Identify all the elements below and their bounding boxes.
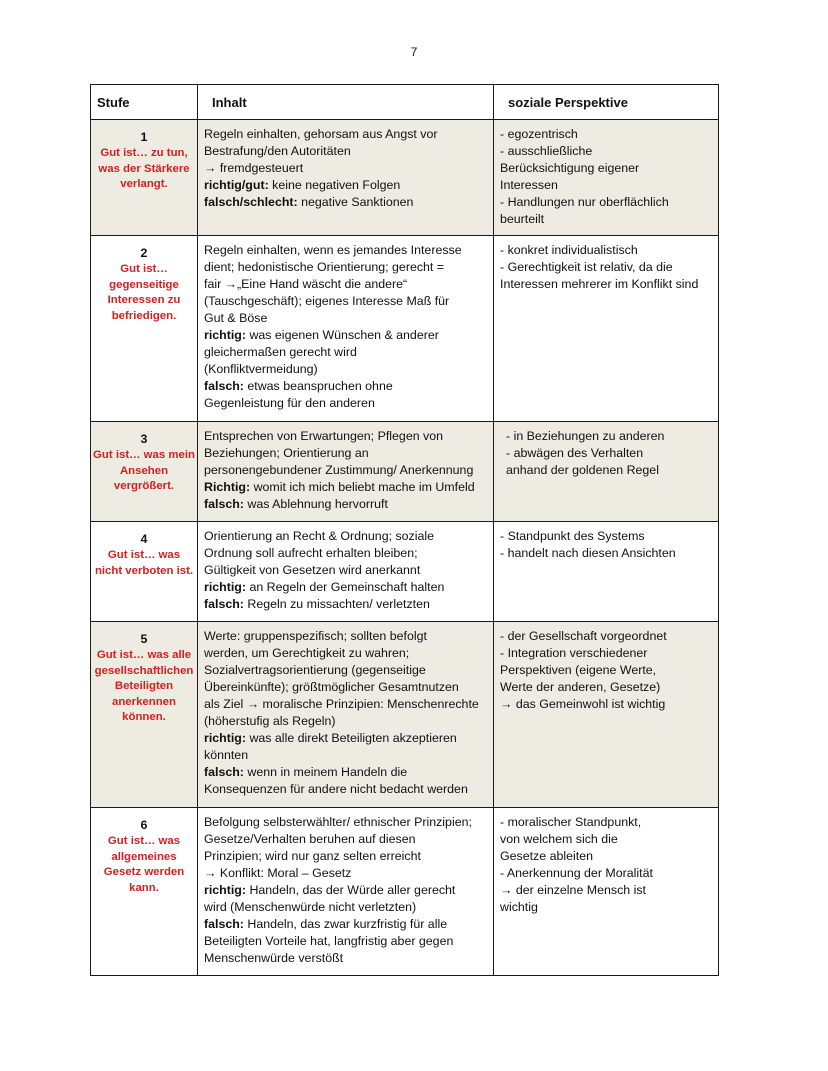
perspective-line: - Anerkennung der Moralität (500, 866, 653, 880)
content-line-text: Bestrafung/den Autoritäten (204, 144, 351, 158)
stage-label: Gut ist… was mein Ansehen vergrößert. (93, 449, 195, 492)
perspective-line: - konkret individualistisch (500, 243, 638, 257)
content-line-keyword: richtig: (204, 883, 246, 897)
perspective-line: Interessen mehrerer im Konflikt sind (500, 277, 699, 291)
content-line (204, 545, 489, 562)
content-cell (198, 236, 494, 422)
content-line-text: was alle direkt Beteiligten akzeptieren (246, 731, 457, 745)
content-line (204, 445, 489, 462)
content-line (204, 344, 489, 361)
content-line (204, 764, 489, 781)
content-line (204, 562, 489, 579)
content-line (204, 596, 489, 613)
content-line-text: → Konflikt: Moral – Gesetz (204, 866, 352, 880)
header-perspective: soziale Perspektive (494, 85, 719, 120)
perspective-cell (494, 522, 719, 622)
perspective-cell (494, 422, 719, 522)
content-line-text: (Konfliktvermeidung) (204, 362, 318, 376)
content-line (204, 378, 489, 395)
perspective-line: Interessen (500, 178, 558, 192)
perspective-line: → das Gemeinwohl ist wichtig (500, 697, 666, 711)
stage-label: Gut ist… was allgemeines Gesetz werden kann. (103, 835, 185, 894)
content-line (204, 831, 489, 848)
content-line (204, 882, 489, 899)
content-line (204, 696, 489, 713)
perspective-cell (494, 120, 719, 236)
perspective-line: - Gerechtigkeit ist relativ, da die (500, 260, 673, 274)
content-line (204, 194, 489, 211)
content-line-text: Befolgung selbsterwählter/ ethnischer Prinzipien; (204, 815, 472, 829)
table-row (91, 120, 719, 236)
content-line-text: → fremdgesteuert (204, 161, 304, 175)
content-line (204, 126, 489, 143)
stage-number: 6 (140, 818, 148, 832)
stage-cell (91, 236, 198, 422)
content-cell (198, 522, 494, 622)
content-line-keyword: Richtig: (204, 480, 251, 494)
content-line-text: Übereinkünfte); größtmöglicher Gesamtnutzen (204, 680, 459, 694)
content-line-text: (höherstufig als Regeln) (204, 714, 336, 728)
perspective-line: Berücksichtigung eigener (500, 161, 640, 175)
content-line-text: Prinzipien; wird nur ganz selten erreicht (204, 849, 421, 863)
content-line-text: Ordnung soll aufrecht erhalten bleiben; (204, 546, 418, 560)
content-line (204, 747, 489, 764)
perspective-line: anhand der goldenen Regel (506, 463, 659, 477)
content-cell (198, 120, 494, 236)
perspective-line: - handelt nach diesen Ansichten (500, 546, 676, 560)
perspective-line: beurteilt (500, 212, 545, 226)
content-line-text: womit ich mich beliebt mache im Umfeld (250, 480, 475, 494)
content-line (204, 679, 489, 696)
stage-cell (91, 622, 198, 808)
content-line-text: etwas beanspruchen ohne (243, 379, 393, 393)
content-line (204, 814, 489, 831)
content-line (204, 462, 489, 479)
perspective-line: - moralischer Standpunkt, (500, 815, 642, 829)
kohlberg-stages-table (90, 84, 719, 976)
content-line-text: was Ablehnung hervorruft (243, 497, 388, 511)
content-line (204, 848, 489, 865)
perspective-line: Perspektiven (eigene Werte, (500, 663, 657, 677)
header-stage: Stufe (91, 85, 198, 120)
perspective-cell (494, 808, 719, 976)
perspective-line: - Standpunkt des Systems (500, 529, 645, 543)
content-line (204, 242, 489, 259)
content-line-keyword: falsch: (204, 497, 244, 511)
content-line-text: Regeln einhalten, wenn es jemandes Interesse (204, 243, 462, 257)
content-line-keyword: richtig: (204, 731, 246, 745)
content-line-text: keine negativen Folgen (268, 178, 401, 192)
perspective-line: von welchem sich die (500, 832, 618, 846)
content-line-keyword: falsch: (204, 917, 244, 931)
content-cell (198, 622, 494, 808)
stage-number: 1 (140, 130, 148, 144)
content-line-keyword: falsch: (204, 379, 244, 393)
perspective-line: - der Gesellschaft vorgeordnet (500, 629, 667, 643)
header-content: Inhalt (198, 85, 494, 120)
content-line-text: personengebundener Zustimmung/ Anerkennung (204, 463, 474, 477)
perspective-line: Werte der anderen, Gesetze) (500, 680, 661, 694)
content-line-text: (Tauschgeschäft); eigenes Interesse Maß für (204, 294, 450, 308)
content-line-text: wird (Menschenwürde nicht verletzten) (204, 900, 417, 914)
stage-label: Gut ist… gegenseitige Interessen zu befriedigen. (107, 263, 181, 322)
content-line (204, 916, 489, 933)
content-line (204, 259, 489, 276)
table-row (91, 808, 719, 976)
stage-number: 2 (140, 246, 148, 260)
content-line (204, 310, 489, 327)
content-line (204, 528, 489, 545)
content-line-text: Gültigkeit von Gesetzen wird anerkannt (204, 563, 421, 577)
perspective-cell (494, 236, 719, 422)
content-line (204, 496, 489, 513)
content-line (204, 160, 489, 177)
content-line-text: gleichermaßen gerecht wird (204, 345, 357, 359)
content-line-text: Regeln zu missachten/ verletzten (243, 597, 430, 611)
perspective-line: - egozentrisch (500, 127, 578, 141)
stage-cell (91, 808, 198, 976)
content-line-text: Konsequenzen für andere nicht bedacht werden (204, 782, 468, 796)
content-line (204, 177, 489, 194)
content-line-keyword: richtig: (204, 580, 246, 594)
stage-label: Gut ist… was nicht verboten ist. (94, 549, 194, 577)
content-line (204, 276, 489, 293)
content-line-text: Beteiligten Vorteile hat, langfristig aber gegen (204, 934, 454, 948)
table-row (91, 622, 719, 808)
content-line-keyword: richtig/gut: (204, 178, 269, 192)
table-row (91, 422, 719, 522)
table-row (91, 522, 719, 622)
content-line (204, 713, 489, 730)
stage-number: 5 (140, 632, 148, 646)
content-line-keyword: falsch/schlecht: (204, 195, 298, 209)
content-line-text: werden, um Gerechtigkeit zu wahren; (204, 646, 410, 660)
stage-cell (91, 522, 198, 622)
content-line-text: Sozialvertragsorientierung (gegenseitige (204, 663, 426, 677)
content-line-text: was eigenen Wünschen & anderer (246, 328, 439, 342)
content-line (204, 950, 489, 967)
content-line (204, 395, 489, 412)
content-line-keyword: falsch: (204, 597, 244, 611)
perspective-line: - abwägen des Verhalten (506, 446, 644, 460)
content-line-text: fair →„Eine Hand wäscht die andere“ (204, 277, 408, 291)
content-line (204, 781, 489, 798)
content-line (204, 361, 489, 378)
content-line (204, 645, 489, 662)
perspective-cell (494, 622, 719, 808)
content-line (204, 628, 489, 645)
content-line-text: Regeln einhalten, gehorsam aus Angst vor (204, 127, 438, 141)
table-header-row (91, 85, 719, 120)
content-line (204, 579, 489, 596)
content-line-text: Handeln, das zwar kurzfristig für alle (243, 917, 448, 931)
page-number: 7 (410, 45, 418, 59)
stage-number: 3 (140, 432, 148, 446)
content-cell (198, 422, 494, 522)
content-line (204, 730, 489, 747)
content-line (204, 865, 489, 882)
perspective-line: wichtig (500, 900, 538, 914)
content-line-keyword: richtig: (204, 328, 246, 342)
content-line-text: als Ziel → moralische Prinzipien: Menschenrechte (204, 697, 479, 711)
perspective-line: → der einzelne Mensch ist (500, 883, 647, 897)
content-line-keyword: falsch: (204, 765, 244, 779)
content-line (204, 293, 489, 310)
content-line-text: Orientierung an Recht & Ordnung; soziale (204, 529, 435, 543)
stage-label: Gut ist… was alle gesellschaftlichen Beteiligten anerkennen können. (94, 649, 194, 723)
content-line-text: Gut & Böse (204, 311, 268, 325)
stage-label: Gut ist… zu tun, was der Stärkere verlangt. (98, 147, 190, 190)
content-line (204, 899, 489, 916)
content-line-text: dient; hedonistische Orientierung; gerecht = (204, 260, 445, 274)
content-line (204, 143, 489, 160)
content-line-text: Beziehungen; Orientierung an (204, 446, 369, 460)
content-line-text: Gegenleistung für den anderen (204, 396, 375, 410)
content-line (204, 428, 489, 445)
perspective-line: - Handlungen nur oberflächlich (500, 195, 669, 209)
stage-number: 4 (140, 532, 148, 546)
stage-cell (91, 120, 198, 236)
content-line-text: an Regeln der Gemeinschaft halten (246, 580, 445, 594)
content-cell (198, 808, 494, 976)
table-row (91, 236, 719, 422)
perspective-line: - in Beziehungen zu anderen (506, 429, 665, 443)
content-line (204, 479, 489, 496)
content-line (204, 327, 489, 344)
stage-cell (91, 422, 198, 522)
content-line-text: könnten (204, 748, 249, 762)
perspective-line: Gesetze ableiten (500, 849, 593, 863)
content-line-text: Gesetze/Verhalten beruhen auf diesen (204, 832, 416, 846)
content-line-text: Entsprechen von Erwartungen; Pflegen von (204, 429, 444, 443)
content-line-text: negative Sanktionen (297, 195, 414, 209)
content-line (204, 933, 489, 950)
perspective-line: - ausschließliche (500, 144, 593, 158)
content-line (204, 662, 489, 679)
perspective-line: - Integration verschiedener (500, 646, 648, 660)
content-line-text: Werte: gruppenspezifisch; sollten befolgt (204, 629, 427, 643)
content-line-text: Handeln, das der Würde aller gerecht (246, 883, 456, 897)
content-line-text: Menschenwürde verstößt (204, 951, 344, 965)
content-line-text: wenn in meinem Handeln die (243, 765, 408, 779)
